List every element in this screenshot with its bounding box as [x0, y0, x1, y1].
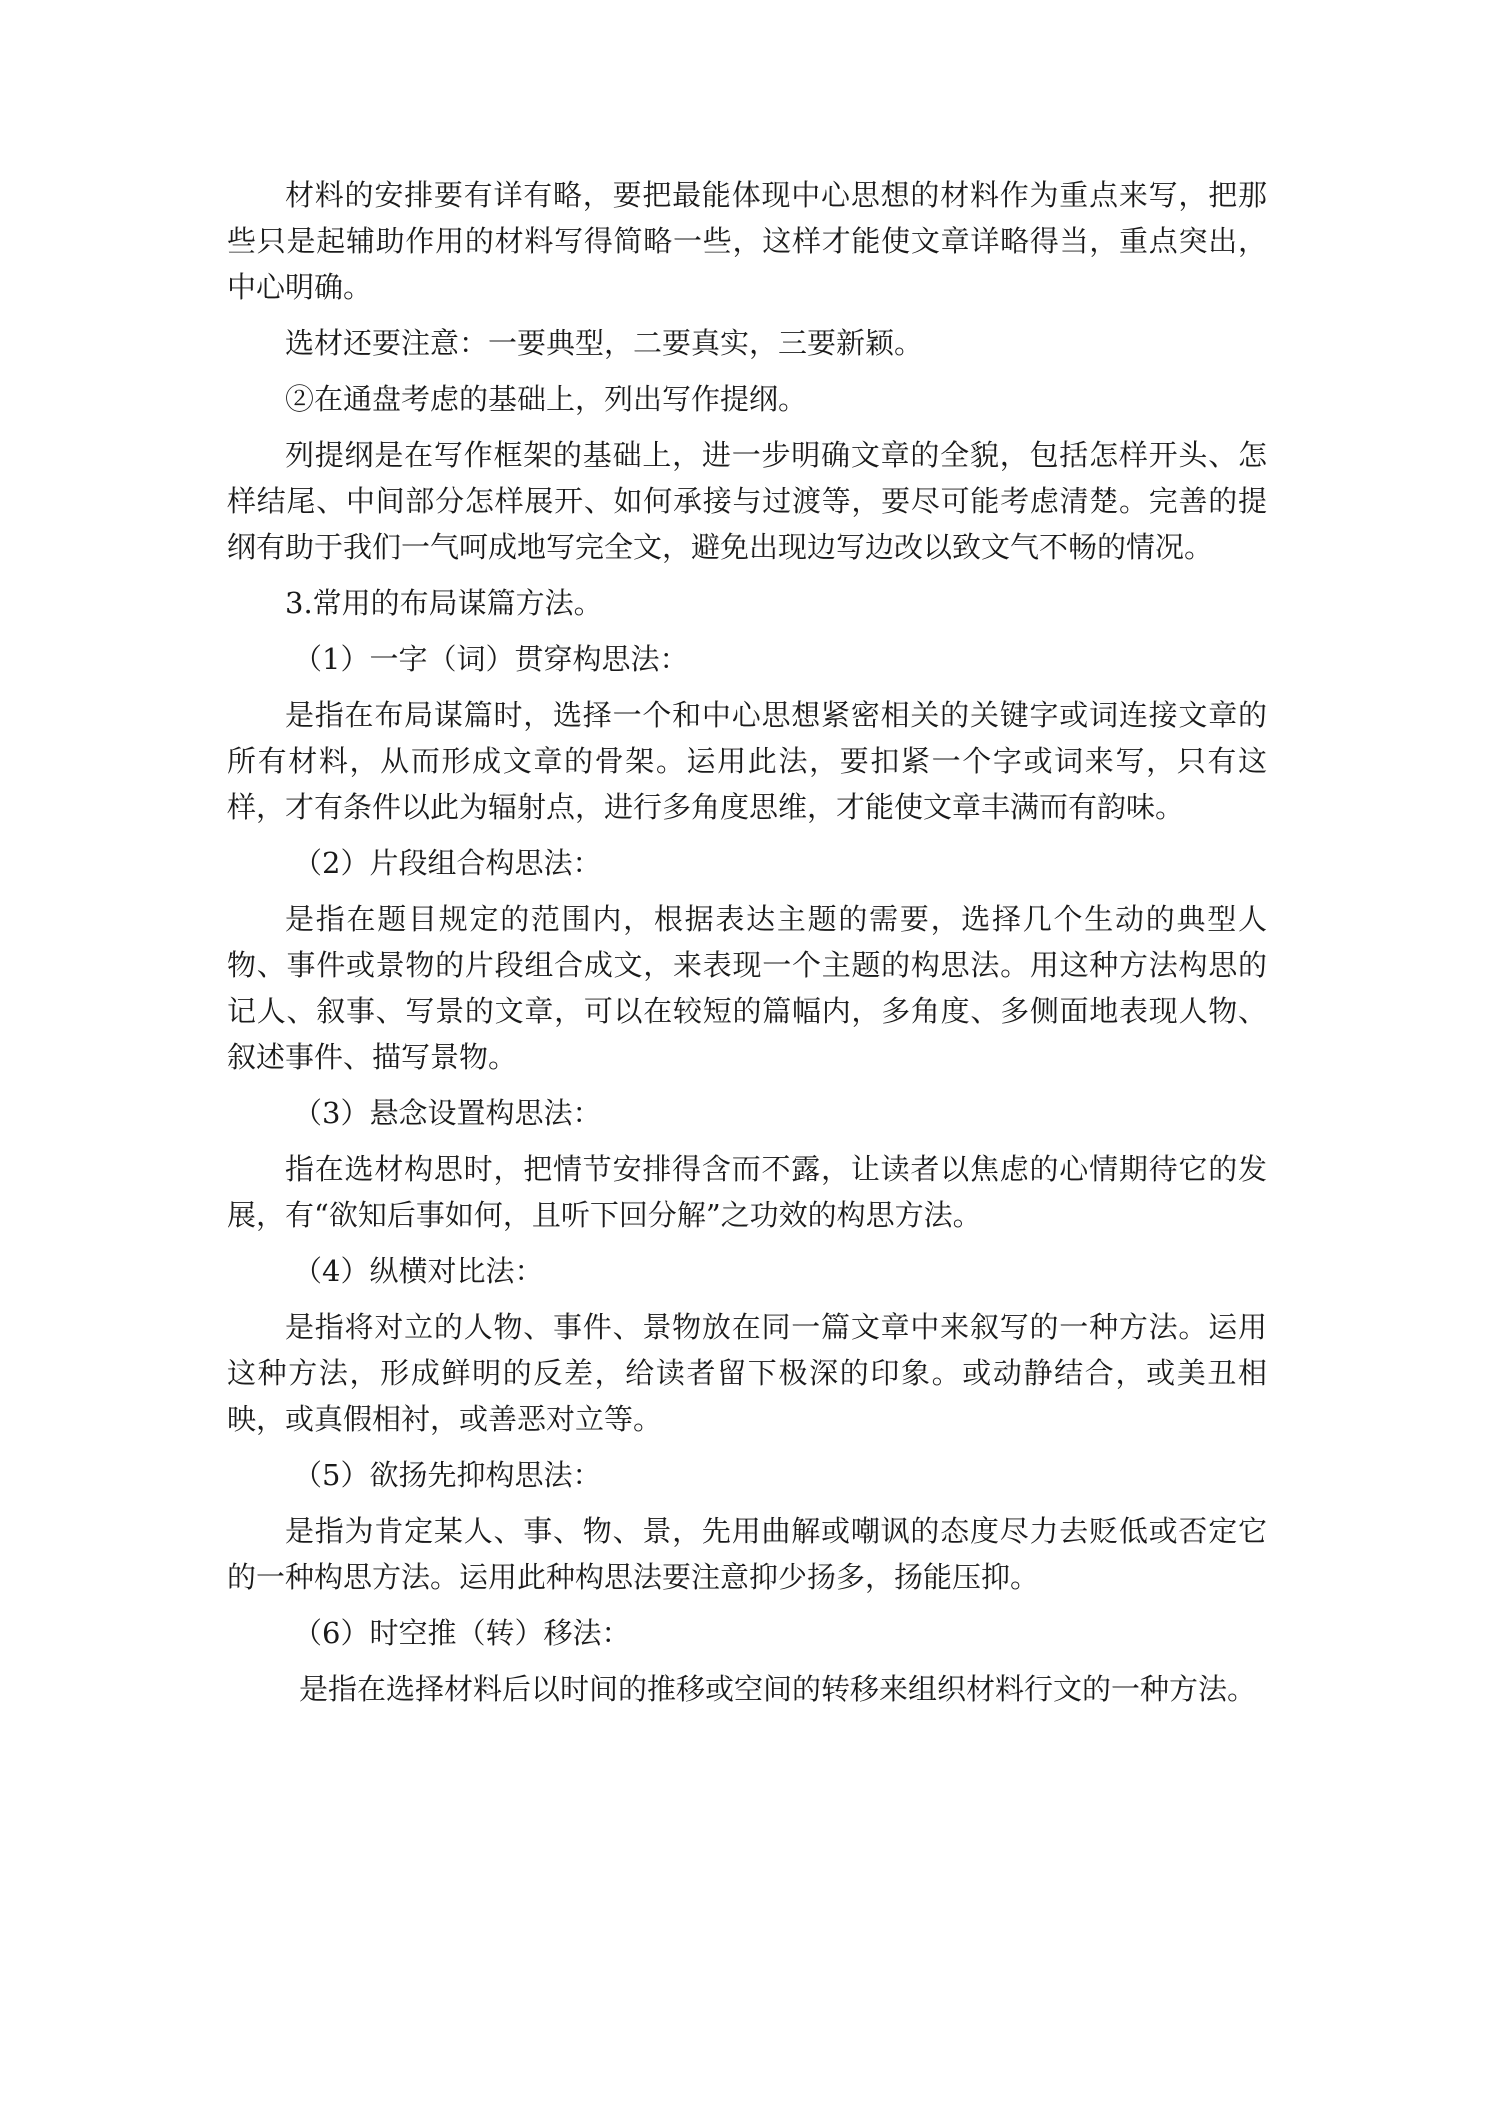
paragraph-selection-notes: 选材还要注意：一要典型，二要真实，三要新颖。 — [285, 326, 924, 360]
paragraph-outline-explanation: 列提纲是在写作框架的基础上，进一步明确文章的全貌，包括怎样开头、怎样结尾、中间部分怎样展开、如何承接与过渡等，要尽可能考虑清楚。完善的提纲有助于我们一气呵成地写完全文，避免出现边写边改以致文气不畅的情况。 — [227, 438, 1267, 564]
paragraph-outline-step: ②在通盘考虑的基础上，列出写作提纲。 — [285, 382, 808, 416]
method-body-1: 是指在布局谋篇时，选择一个和中心思想紧密相关的关键字或词连接文章的所有材料，从而形成文章的骨架。运用此法，要扣紧一个字或词来写，只有这样，才有条件以此为辐射点，进行多角度思维，才能使文章丰满而有韵味。 — [227, 698, 1267, 824]
method-body-4: 是指将对立的人物、事件、景物放在同一篇文章中来叙写的一种方法。运用这种方法，形成鲜明的反差，给读者留下极深的印象。或动静结合，或美丑相映，或真假相衬，或善恶对立等。 — [227, 1310, 1267, 1436]
method-heading-6: （6）时空推（转）移法： — [293, 1616, 631, 1650]
method-heading-4: （4）纵横对比法： — [293, 1254, 544, 1288]
section-heading-layout-methods: 3.常用的布局谋篇方法。 — [285, 586, 603, 620]
method-heading-1: （1）一字（词）贯穿构思法： — [293, 642, 689, 676]
document-body — [227, 172, 1267, 1722]
method-heading-3: （3）悬念设置构思法： — [293, 1096, 602, 1130]
method-body-5: 是指为肯定某人、事、物、景，先用曲解或嘲讽的态度尽力去贬低或否定它的一种构思方法。运用此种构思法要注意抑少扬多，扬能压抑。 — [227, 1514, 1267, 1594]
method-body-2: 是指在题目规定的范围内，根据表达主题的需要，选择几个生动的典型人物、事件或景物的片段组合成文，来表现一个主题的构思法。用这种方法构思的记人、叙事、写景的文章，可以在较短的篇幅内，多角度、多侧面地表现人物、叙述事件、描写景物。 — [227, 902, 1267, 1074]
method-heading-5: （5）欲扬先抑构思法： — [293, 1458, 602, 1492]
method-body-3: 指在选材构思时，把情节安排得含而不露，让读者以焦虑的心情期待它的发展，有“欲知后事如何，且听下回分解”之功效的构思方法。 — [227, 1152, 1267, 1232]
method-body-6: 是指在选择材料后以时间的推移或空间的转移来组织材料行文的一种方法。 — [299, 1672, 1257, 1706]
paragraph-material-arrangement: 材料的安排要有详有略，要把最能体现中心思想的材料作为重点来写，把那些只是起辅助作用的材料写得简略一些，这样才能使文章详略得当，重点突出，中心明确。 — [227, 178, 1267, 304]
method-heading-2: （2）片段组合构思法： — [293, 846, 602, 880]
